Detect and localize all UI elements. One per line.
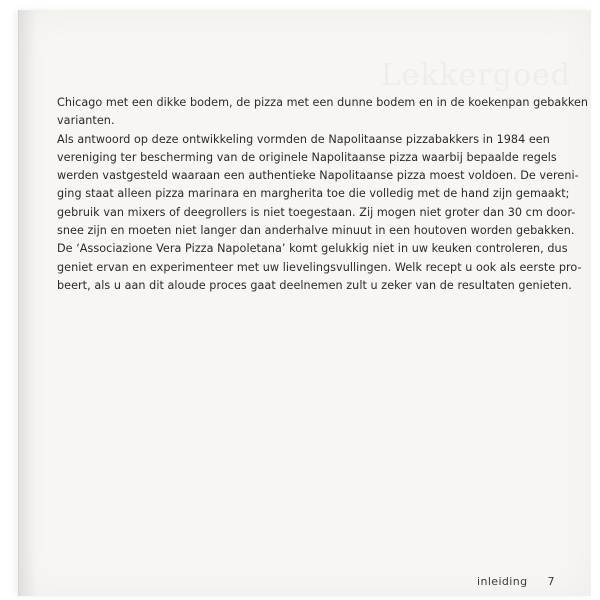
page-footer — [477, 575, 555, 588]
text-line: Als antwoord op deze ontwikkeling vormden de Napolitaanse pizzabakkers in 1984 een — [57, 132, 550, 146]
page-number: 7 — [547, 575, 555, 588]
show-through-heading: Lekkergoed — [380, 58, 571, 93]
text-line: snee zijn en moeten niet langer dan anderhalve minuut in een houtoven worden gebakken. — [57, 224, 575, 238]
text-line: varianten. — [57, 114, 115, 128]
text-line: Chicago met een dikke bodem, de pizza met een dunne bodem en in de koekenpan gebakken — [57, 96, 589, 109]
text-line: ging staat alleen pizza marinara en margherita toe die volledig met de hand zijn gemaakt; — [57, 187, 570, 201]
text-line: vereniging ter bescherming van de originele Napolitaanse pizza waarbij bepaalde regels — [57, 150, 557, 164]
text-line: werden vastgesteld waaraan een authentieke Napolitaanse pizza moest voldoen. De vereni- — [57, 169, 579, 183]
book-page — [18, 10, 591, 596]
text-line: gebruik van mixers of deegrollers is niet toegestaan. Zij mogen niet groter dan 30 cm door- — [57, 205, 576, 219]
section-label: inleiding — [477, 575, 528, 588]
text-line: geniet ervan en experimenteer met uw lievelingsvullingen. Welk recept u ook als eerste pro- — [57, 260, 582, 274]
body-paragraph — [57, 94, 589, 295]
text-line: De ‘Associazione Vera Pizza Napoletana’ komt gelukkig niet in uw keuken controleren, dus — [57, 242, 568, 256]
text-line: beert, als u aan dit aloude proces gaat deelnemen zult u zeker van de resultaten genieten. — [57, 278, 572, 292]
